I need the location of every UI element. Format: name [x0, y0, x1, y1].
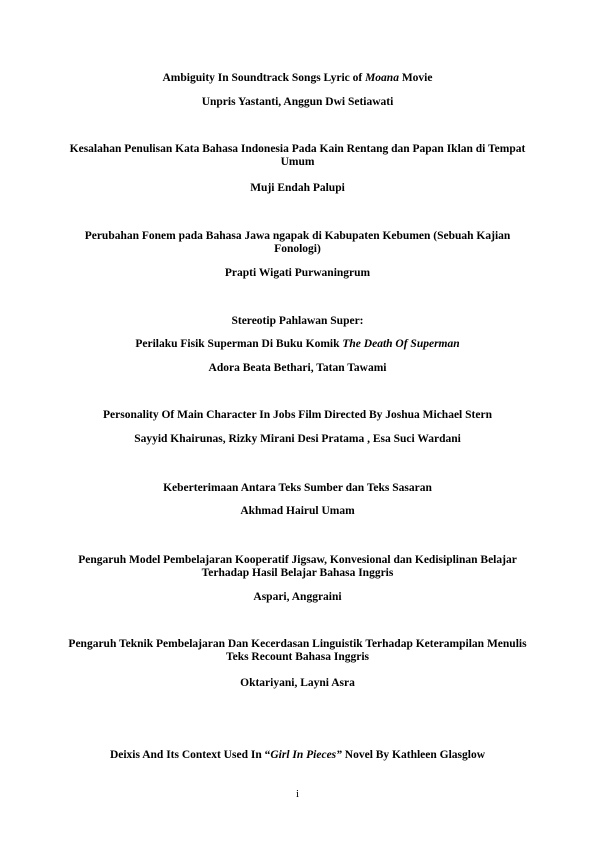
- article-authors: Aspari, Anggraini: [253, 591, 342, 603]
- article-title: [60, 72, 535, 85]
- article-authors: Akhmad Hairul Umam: [240, 505, 355, 517]
- article-authors: Prapti Wigati Purwaningrum: [224, 267, 371, 279]
- page-number: i: [295, 788, 300, 800]
- article-title: Pengaruh Model Pembelajaran Kooperatif Jigsaw, Konvesional dan Kedisiplinan Belajar Terhadap Hasil Belajar Bahasa Inggris: [78, 554, 517, 579]
- title-text: Deixis And Its Context Used In “: [109, 749, 271, 761]
- article-title: Keberterimaan Antara Teks Sumber dan Teks Sasaran: [163, 482, 432, 494]
- article-authors: Sayyid Khairunas, Rizky Mirani Desi Pratama , Esa Suci Wardani: [134, 433, 461, 445]
- article-title: Stereotip Pahlawan Super:: [231, 315, 364, 327]
- article-authors: Muji Endah Palupi: [250, 182, 345, 194]
- title-text: Perilaku Fisik Superman Di Buku Komik: [135, 338, 343, 350]
- title-italic: Moana: [365, 72, 399, 84]
- title-text: Movie: [398, 72, 433, 84]
- title-italic: Girl In Pieces”: [270, 749, 342, 761]
- title-text: Novel By Kathleen Glasglow: [341, 749, 486, 761]
- article-title: [60, 749, 535, 762]
- article-authors: Unpris Yastanti, Anggun Dwi Setiawati: [201, 96, 394, 108]
- article-title: Personality Of Main Character In Jobs Film Directed By Joshua Michael Stern: [103, 409, 492, 421]
- article-title: Pengaruh Teknik Pembelajaran Dan Kecerdasan Linguistik Terhadap Keterampilan Menulis Teks Recount Bahasa Inggris: [68, 638, 527, 663]
- article-title: Perubahan Fonem pada Bahasa Jawa ngapak di Kabupaten Kebumen (Sebuah Kajian Fonologi): [84, 230, 511, 255]
- article-authors: Adora Beata Bethari, Tatan Tawami: [208, 362, 387, 374]
- title-text: Ambiguity In Soundtrack Songs Lyric of: [162, 72, 366, 84]
- article-authors: Oktariyani, Layni Asra: [240, 677, 355, 689]
- article-title: Kesalahan Penulisan Kata Bahasa Indonesia Pada Kain Rentang dan Papan Iklan di Tempat Umum: [69, 143, 526, 168]
- article-title: [60, 338, 535, 351]
- title-italic: The Death Of Superman: [342, 338, 460, 350]
